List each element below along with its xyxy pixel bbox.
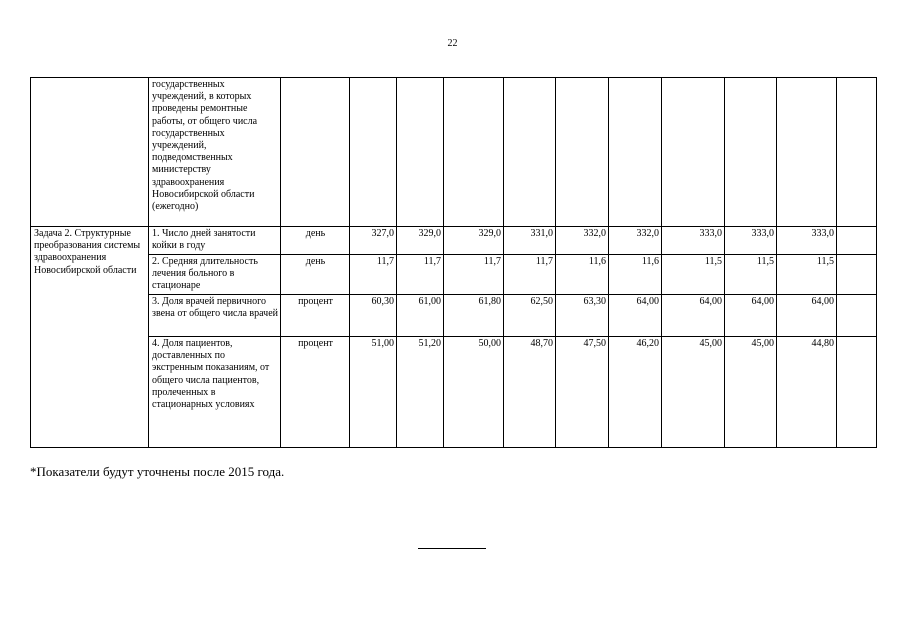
value-cell: 11,6 <box>609 255 662 295</box>
value-cell <box>837 255 877 295</box>
value-cell: 11,7 <box>350 255 397 295</box>
value-cell <box>397 78 444 227</box>
unit-cell: процент <box>281 337 350 448</box>
value-cell <box>609 78 662 227</box>
value-cell: 63,30 <box>556 295 609 337</box>
value-cell: 51,00 <box>350 337 397 448</box>
value-cell: 60,30 <box>350 295 397 337</box>
value-cell: 11,5 <box>777 255 837 295</box>
task-cell: Задача 2. Структурные преобразования системы здравоохранения Новосибирской области <box>31 227 149 448</box>
value-cell: 333,0 <box>662 227 725 255</box>
value-cell: 332,0 <box>556 227 609 255</box>
value-cell <box>350 78 397 227</box>
table-row <box>31 337 877 448</box>
value-cell <box>662 78 725 227</box>
indicator-cell: 4. Доля пациентов, доставленных по экстренным показаниям, от общего числа пациентов, пролеченных в стационарных условиях <box>149 337 281 448</box>
table-row <box>31 227 877 255</box>
indicator-cell: 3. Доля врачей первичного звена от общего числа врачей <box>149 295 281 337</box>
table-row <box>31 78 877 227</box>
indicator-cell: 2. Средняя длительность лечения больного в стационаре <box>149 255 281 295</box>
value-cell: 50,00 <box>444 337 504 448</box>
value-cell: 331,0 <box>504 227 556 255</box>
value-cell: 45,00 <box>662 337 725 448</box>
value-cell: 332,0 <box>609 227 662 255</box>
value-cell <box>725 78 777 227</box>
value-cell <box>504 78 556 227</box>
value-cell: 61,00 <box>397 295 444 337</box>
value-cell: 61,80 <box>444 295 504 337</box>
value-cell: 64,00 <box>662 295 725 337</box>
value-cell <box>837 227 877 255</box>
table-row <box>31 295 877 337</box>
value-cell: 48,70 <box>504 337 556 448</box>
indicators-table <box>30 77 877 448</box>
task-cell <box>31 78 149 227</box>
value-cell <box>444 78 504 227</box>
value-cell: 329,0 <box>397 227 444 255</box>
value-cell: 333,0 <box>725 227 777 255</box>
value-cell: 62,50 <box>504 295 556 337</box>
table-row <box>31 255 877 295</box>
unit-cell: день <box>281 227 350 255</box>
value-cell: 11,7 <box>444 255 504 295</box>
value-cell: 64,00 <box>609 295 662 337</box>
value-cell: 11,5 <box>662 255 725 295</box>
unit-cell <box>281 78 350 227</box>
indicator-cell: 1. Число дней занятости койки в году <box>149 227 281 255</box>
value-cell: 11,6 <box>556 255 609 295</box>
value-cell: 329,0 <box>444 227 504 255</box>
value-cell <box>837 337 877 448</box>
end-of-document-line <box>418 548 486 549</box>
value-cell: 47,50 <box>556 337 609 448</box>
page-number: 22 <box>447 38 458 49</box>
value-cell: 11,5 <box>725 255 777 295</box>
value-cell: 333,0 <box>777 227 837 255</box>
indicator-cell: государственных учреждений, в которых проведены ремонтные работы, от общего числа государственных учреждений, подведомственных министерству здравоохранения Новосибирской области (ежегодно) <box>149 78 281 227</box>
value-cell: 11,7 <box>397 255 444 295</box>
value-cell: 44,80 <box>777 337 837 448</box>
value-cell: 45,00 <box>725 337 777 448</box>
value-cell: 51,20 <box>397 337 444 448</box>
value-cell: 64,00 <box>777 295 837 337</box>
unit-cell: процент <box>281 295 350 337</box>
value-cell <box>556 78 609 227</box>
value-cell <box>777 78 837 227</box>
value-cell: 327,0 <box>350 227 397 255</box>
value-cell: 11,7 <box>504 255 556 295</box>
value-cell <box>837 295 877 337</box>
value-cell: 64,00 <box>725 295 777 337</box>
value-cell <box>837 78 877 227</box>
value-cell: 46,20 <box>609 337 662 448</box>
footnote: *Показатели будут уточнены после 2015 года. <box>30 464 285 479</box>
unit-cell: день <box>281 255 350 295</box>
